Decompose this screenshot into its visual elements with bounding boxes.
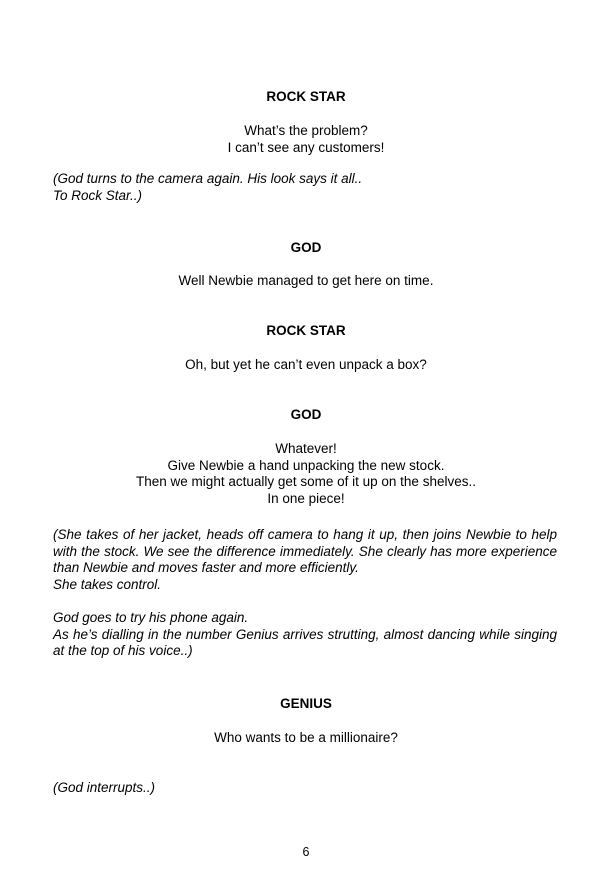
direction-line: God goes to try his phone again. <box>53 610 249 625</box>
character-name-rock-star: ROCK STAR <box>266 89 346 104</box>
dialogue-line: In one piece! <box>267 490 345 506</box>
dialogue-rock-star-1 <box>0 123 612 156</box>
dialogue-line: Whatever! <box>275 441 337 456</box>
dialogue-god-2 <box>0 441 612 507</box>
direction-line: She takes control. <box>53 576 162 592</box>
dialogue-rock-star-2: Oh, but yet he can’t even unpack a box? <box>185 357 427 372</box>
character-name-rock-star: ROCK STAR <box>266 323 346 338</box>
dialogue-line: Then we might actually get some of it up on the shelves.. <box>136 474 476 489</box>
direction-paragraph: As he’s dialling in the number Genius arrives strutting, almost dancing while singing at the top of his voice..) <box>53 626 557 658</box>
stage-direction-3 <box>53 610 557 660</box>
stage-direction-1 <box>53 171 557 204</box>
dialogue-line: I can’t see any customers! <box>227 139 385 155</box>
direction-paragraph: (She takes of her jacket, heads off camera to hang it up, then joins Newbie to help with the stock. We see the difference immediately. She clearly has more experience than Newbie and moves faster and more efficiently. <box>53 527 557 575</box>
page-number: 6 <box>302 845 310 859</box>
dialogue-line: Give Newbie a hand unpacking the new stock. <box>167 457 445 473</box>
character-name-god: GOD <box>290 407 322 422</box>
stage-direction-2 <box>53 527 557 593</box>
dialogue-line: What’s the problem? <box>244 123 368 138</box>
dialogue-genius-1: Who wants to be a millionaire? <box>214 730 398 745</box>
character-name-genius: GENIUS <box>280 696 332 711</box>
character-name-god: GOD <box>290 240 322 255</box>
direction-line: (God turns to the camera again. His look says it all.. <box>53 171 363 186</box>
direction-line: To Rock Star..) <box>53 187 143 203</box>
dialogue-god-1: Well Newbie managed to get here on time. <box>178 273 434 288</box>
stage-direction-4: (God interrupts..) <box>53 780 156 795</box>
